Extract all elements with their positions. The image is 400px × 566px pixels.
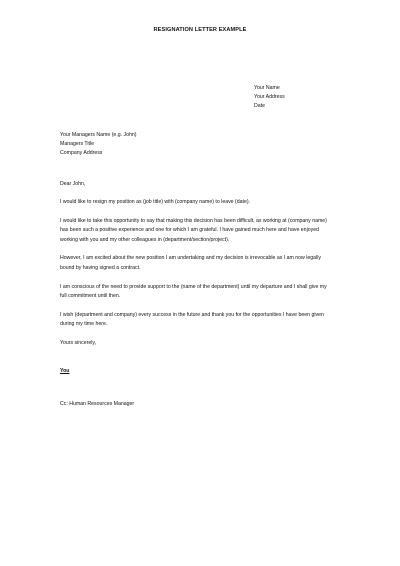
paragraph-line: working with you and my other colleagues in (department/section/project).: [60, 236, 230, 243]
greeting: [60, 180, 350, 189]
paragraph-line: full commitment until then.: [60, 292, 121, 299]
cc-line: Cc: Human Resources Manager: [60, 401, 135, 407]
recipient-title: Managers Title: [60, 141, 95, 147]
sender-date: Date: [254, 103, 265, 109]
paragraph-gratitude: [60, 217, 350, 245]
paragraph-line: I would like to take this opportunity to say that making this decision has been difficult, as working at (company name): [60, 218, 327, 225]
letter-title: RESIGNATION LETTER EXAMPLE: [153, 27, 247, 33]
paragraph-wishes: [60, 311, 350, 330]
paragraph-support: [60, 283, 350, 302]
paragraph-line: during my time here.: [60, 320, 108, 327]
paragraph-line: However, I am excited about the new position I am undertaking and my decision is irrevocable as I am now legally: [60, 255, 321, 262]
paragraph-line: I am conscious of the need to provide support to the (name of the department) until my departure and I shall give my: [60, 283, 327, 290]
sender-address: Your Address: [254, 94, 285, 100]
recipient-address: Company Address: [60, 150, 103, 156]
paragraph-resign: [60, 198, 350, 207]
paragraph-line: I would like to resign my position as (job title) with (company name) to leave (date).: [60, 199, 251, 206]
closing-text: Yours sincerely,: [60, 339, 97, 346]
paragraph-line: I wish (department and company) every success in the future and thank you for the opportunities I have been given: [60, 311, 324, 318]
signature: You: [60, 368, 70, 374]
greeting-text: Dear John,: [60, 181, 86, 187]
sender-name: Your Name: [254, 85, 280, 91]
sender-block: [254, 84, 285, 111]
paragraph-new-position: [60, 254, 350, 273]
recipient-block: [60, 131, 137, 158]
closing: [60, 339, 350, 348]
letter-body: [60, 180, 350, 358]
recipient-name: Your Managers Name (e.g. John): [60, 132, 137, 138]
paragraph-line: has been such a positive experience and one for which I am grateful. I have gained much here and have enjoyed: [60, 227, 319, 234]
paragraph-line: bound by having signed a contract.: [60, 264, 141, 271]
